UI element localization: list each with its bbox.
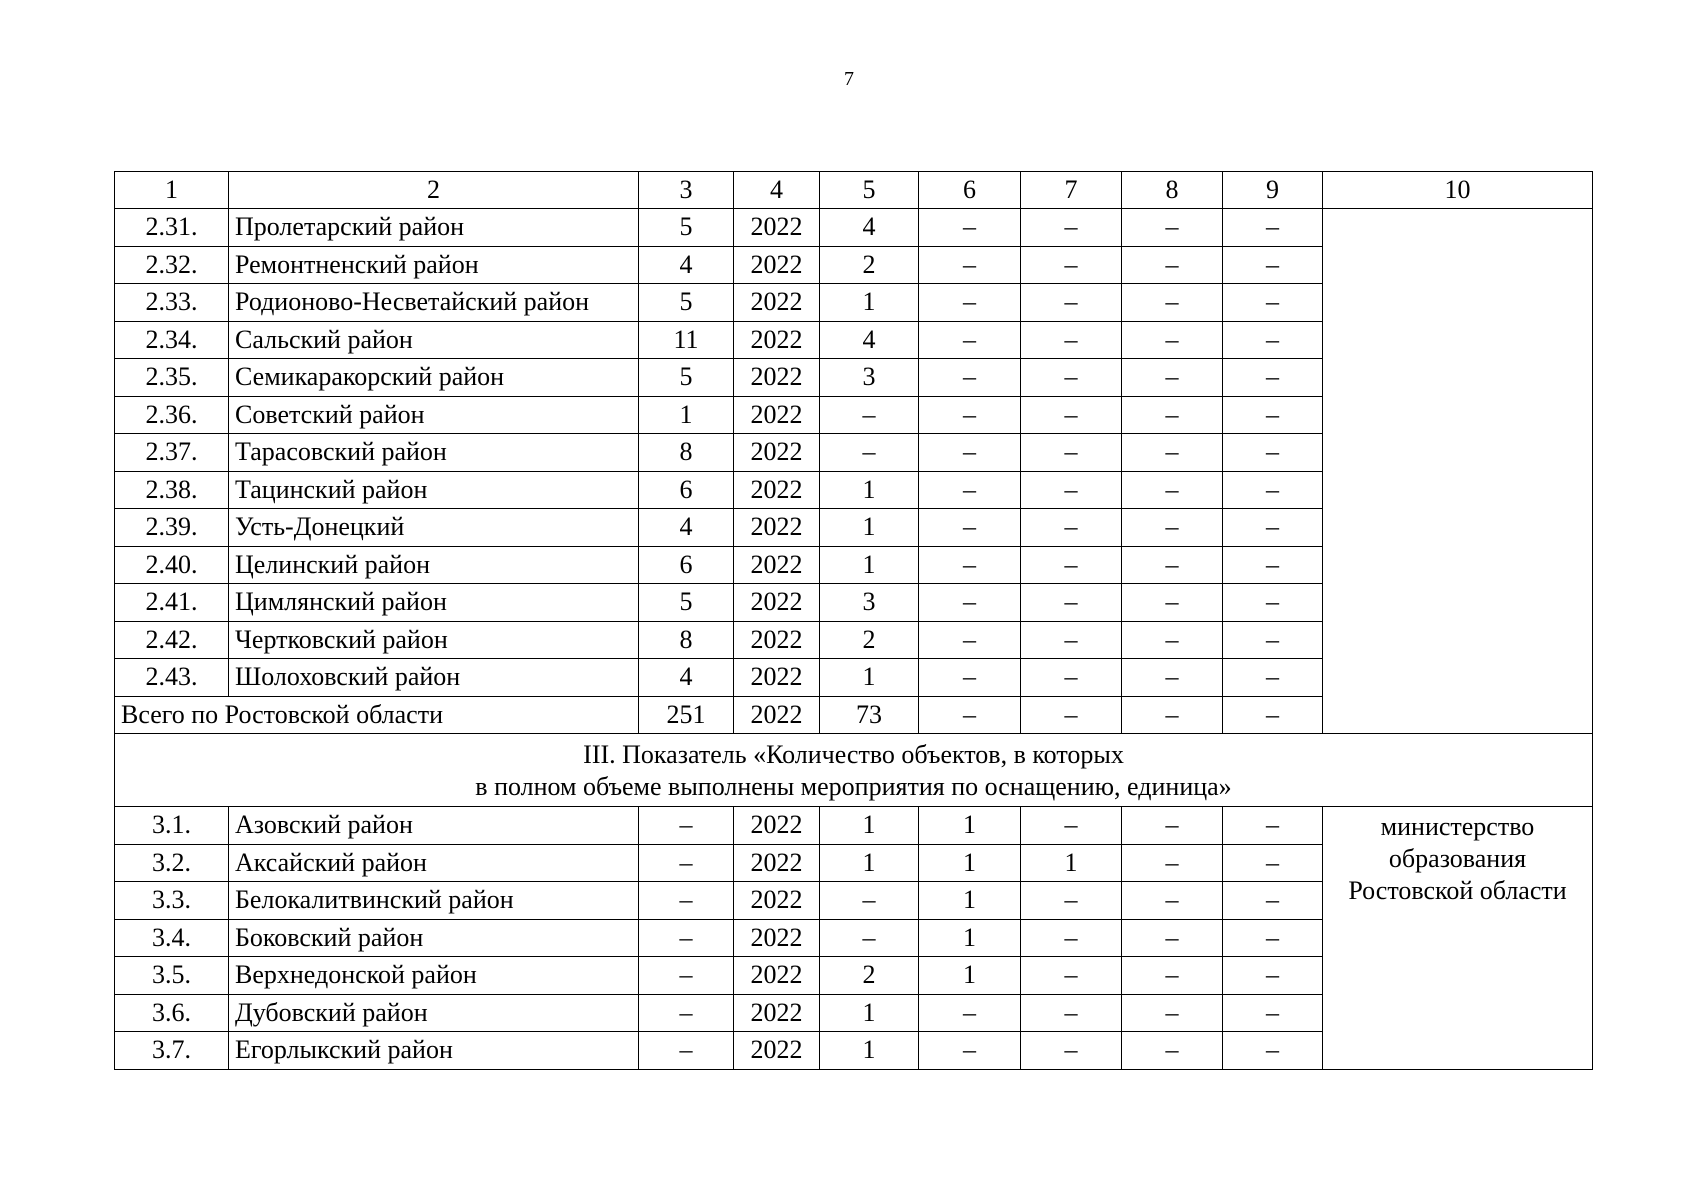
row-number: 2.35. xyxy=(115,359,229,397)
value-col9: – xyxy=(1223,659,1323,697)
value-col5: 3 xyxy=(820,584,919,622)
value-col6: 1 xyxy=(919,844,1021,882)
value-col3: – xyxy=(639,994,734,1032)
district-name: Дубовский район xyxy=(229,994,639,1032)
row-number: 3.2. xyxy=(115,844,229,882)
value-col7: – xyxy=(1021,994,1122,1032)
header-row xyxy=(115,172,1593,209)
row-number: 3.6. xyxy=(115,994,229,1032)
value-col5: – xyxy=(820,882,919,920)
value-col3: 8 xyxy=(639,621,734,659)
value-col9: – xyxy=(1223,919,1323,957)
value-col6: – xyxy=(919,321,1021,359)
district-name: Боковский район xyxy=(229,919,639,957)
value-col3: 11 xyxy=(639,321,734,359)
row-number: 3.7. xyxy=(115,1032,229,1070)
value-col7: – xyxy=(1021,882,1122,920)
row-number: 3.4. xyxy=(115,919,229,957)
value-col5: 3 xyxy=(820,359,919,397)
value-col6: – xyxy=(919,471,1021,509)
value-col9: – xyxy=(1223,246,1323,284)
row-number: 2.39. xyxy=(115,509,229,547)
column-number-header: 4 xyxy=(734,172,820,209)
year: 2022 xyxy=(734,844,820,882)
column-number-header: 7 xyxy=(1021,172,1122,209)
value-col3: 4 xyxy=(639,246,734,284)
year: 2022 xyxy=(734,957,820,995)
value-col9: – xyxy=(1223,994,1323,1032)
value-col7: – xyxy=(1021,807,1122,845)
value-col6: – xyxy=(919,396,1021,434)
district-name: Усть-Донецкий xyxy=(229,509,639,547)
value-col7: – xyxy=(1021,471,1122,509)
district-name: Егорлыкский район xyxy=(229,1032,639,1070)
value-col9: – xyxy=(1223,844,1323,882)
value-col3: – xyxy=(639,957,734,995)
value-col7: – xyxy=(1021,284,1122,322)
value-col8: – xyxy=(1122,471,1223,509)
value-col6: 1 xyxy=(919,957,1021,995)
value-col3: 6 xyxy=(639,471,734,509)
district-name: Аксайский район xyxy=(229,844,639,882)
value-col7: – xyxy=(1021,659,1122,697)
value-col6: – xyxy=(919,994,1021,1032)
total-label: Всего по Ростовской области xyxy=(115,696,639,734)
row-number: 2.42. xyxy=(115,621,229,659)
year: 2022 xyxy=(734,209,820,247)
value-col8: – xyxy=(1122,546,1223,584)
value-col9: – xyxy=(1223,584,1323,622)
value-col8: – xyxy=(1122,1032,1223,1070)
value-col6: – xyxy=(919,284,1021,322)
value-col9: – xyxy=(1223,1032,1323,1070)
value-col9: – xyxy=(1223,546,1323,584)
value-col7: – xyxy=(1021,919,1122,957)
value-col9: – xyxy=(1223,209,1323,247)
table-row xyxy=(115,807,1593,845)
value-col6: – xyxy=(919,584,1021,622)
value-col6: – xyxy=(919,546,1021,584)
value-col8: – xyxy=(1122,584,1223,622)
responsible-authority: министерство образования Ростовской области xyxy=(1323,807,1593,1070)
value-col6: – xyxy=(919,434,1021,472)
column-number-header: 10 xyxy=(1323,172,1593,209)
value-col9: – xyxy=(1223,396,1323,434)
value-col7: – xyxy=(1021,396,1122,434)
value-col5: 1 xyxy=(820,1032,919,1070)
district-name: Семикаракорский район xyxy=(229,359,639,397)
year: 2022 xyxy=(734,584,820,622)
column-number-header: 6 xyxy=(919,172,1021,209)
indicator-table xyxy=(114,171,1593,1070)
row-number: 2.36. xyxy=(115,396,229,434)
district-name: Целинский район xyxy=(229,546,639,584)
page-number: 7 xyxy=(844,68,854,90)
district-name: Шолоховский район xyxy=(229,659,639,697)
district-name: Пролетарский район xyxy=(229,209,639,247)
value-col3: 8 xyxy=(639,434,734,472)
column-number-header: 5 xyxy=(820,172,919,209)
value-col7: – xyxy=(1021,546,1122,584)
row-number: 2.41. xyxy=(115,584,229,622)
value-col5: 1 xyxy=(820,471,919,509)
district-name: Азовский район xyxy=(229,807,639,845)
value-col9: – xyxy=(1223,957,1323,995)
section-heading-row xyxy=(115,734,1593,807)
value-col9: – xyxy=(1223,882,1323,920)
value-col5: – xyxy=(820,396,919,434)
value-col7: – xyxy=(1021,1032,1122,1070)
value-col9: – xyxy=(1223,321,1323,359)
total-year: 2022 xyxy=(734,696,820,734)
value-col5: 1 xyxy=(820,994,919,1032)
value-col8: – xyxy=(1122,284,1223,322)
district-name: Родионово-Несветайский район xyxy=(229,284,639,322)
value-col8: – xyxy=(1122,994,1223,1032)
value-col7: – xyxy=(1021,957,1122,995)
district-name: Сальский район xyxy=(229,321,639,359)
value-col6: – xyxy=(919,621,1021,659)
section-title-line1: III. Показатель «Количество объектов, в которых xyxy=(583,740,1124,769)
value-col3: 6 xyxy=(639,546,734,584)
year: 2022 xyxy=(734,396,820,434)
value-col8: – xyxy=(1122,807,1223,845)
value-col3: 4 xyxy=(639,509,734,547)
district-name: Советский район xyxy=(229,396,639,434)
value-col8: – xyxy=(1122,359,1223,397)
year: 2022 xyxy=(734,434,820,472)
district-name: Верхнедонской район xyxy=(229,957,639,995)
value-col8: – xyxy=(1122,396,1223,434)
value-col3: – xyxy=(639,844,734,882)
value-col6: – xyxy=(919,509,1021,547)
value-col6: – xyxy=(919,246,1021,284)
value-col6: – xyxy=(919,359,1021,397)
value-col5: – xyxy=(820,919,919,957)
value-col5: 1 xyxy=(820,509,919,547)
year: 2022 xyxy=(734,882,820,920)
row-number: 2.33. xyxy=(115,284,229,322)
value-col8: – xyxy=(1122,321,1223,359)
total-col6: – xyxy=(919,696,1021,734)
value-col5: 4 xyxy=(820,321,919,359)
value-col8: – xyxy=(1122,621,1223,659)
value-col5: 4 xyxy=(820,209,919,247)
row-number: 2.32. xyxy=(115,246,229,284)
value-col3: – xyxy=(639,882,734,920)
value-col3: 5 xyxy=(639,359,734,397)
value-col5: 2 xyxy=(820,621,919,659)
row-number: 2.37. xyxy=(115,434,229,472)
value-col9: – xyxy=(1223,471,1323,509)
value-col5: – xyxy=(820,434,919,472)
district-name: Чертковский район xyxy=(229,621,639,659)
total-col7: – xyxy=(1021,696,1122,734)
total-col9: – xyxy=(1223,696,1323,734)
value-col3: 1 xyxy=(639,396,734,434)
value-col8: – xyxy=(1122,844,1223,882)
year: 2022 xyxy=(734,546,820,584)
value-col5: 1 xyxy=(820,546,919,584)
total-col5: 73 xyxy=(820,696,919,734)
value-col8: – xyxy=(1122,882,1223,920)
year: 2022 xyxy=(734,246,820,284)
value-col7: 1 xyxy=(1021,844,1122,882)
value-col5: 1 xyxy=(820,284,919,322)
row-number: 3.3. xyxy=(115,882,229,920)
value-col9: – xyxy=(1223,359,1323,397)
value-col9: – xyxy=(1223,807,1323,845)
table-row xyxy=(115,209,1593,247)
value-col3: – xyxy=(639,807,734,845)
row-number: 2.38. xyxy=(115,471,229,509)
value-col6: – xyxy=(919,209,1021,247)
row-number: 3.1. xyxy=(115,807,229,845)
year: 2022 xyxy=(734,807,820,845)
year: 2022 xyxy=(734,359,820,397)
value-col8: – xyxy=(1122,919,1223,957)
value-col8: – xyxy=(1122,957,1223,995)
value-col6: – xyxy=(919,659,1021,697)
total-col8: – xyxy=(1122,696,1223,734)
value-col7: – xyxy=(1021,509,1122,547)
value-col9: – xyxy=(1223,284,1323,322)
responsible-cell-empty xyxy=(1323,209,1593,734)
value-col8: – xyxy=(1122,509,1223,547)
district-name: Ремонтненский район xyxy=(229,246,639,284)
year: 2022 xyxy=(734,509,820,547)
value-col6: 1 xyxy=(919,919,1021,957)
value-col5: 1 xyxy=(820,844,919,882)
row-number: 2.40. xyxy=(115,546,229,584)
district-name: Белокалитвинский район xyxy=(229,882,639,920)
year: 2022 xyxy=(734,321,820,359)
district-name: Тацинский район xyxy=(229,471,639,509)
year: 2022 xyxy=(734,284,820,322)
column-number-header: 3 xyxy=(639,172,734,209)
section-title xyxy=(115,734,1593,807)
value-col9: – xyxy=(1223,621,1323,659)
value-col3: – xyxy=(639,919,734,957)
value-col8: – xyxy=(1122,209,1223,247)
row-number: 2.43. xyxy=(115,659,229,697)
district-name: Цимлянский район xyxy=(229,584,639,622)
value-col3: 5 xyxy=(639,209,734,247)
total-col3: 251 xyxy=(639,696,734,734)
value-col9: – xyxy=(1223,434,1323,472)
column-number-header: 8 xyxy=(1122,172,1223,209)
section-title-line2: в полном объеме выполнены мероприятия по оснащению, единица» xyxy=(475,772,1232,801)
year: 2022 xyxy=(734,994,820,1032)
value-col8: – xyxy=(1122,434,1223,472)
table-body xyxy=(115,172,1593,1070)
value-col3: 5 xyxy=(639,584,734,622)
value-col3: 5 xyxy=(639,284,734,322)
year: 2022 xyxy=(734,621,820,659)
value-col3: 4 xyxy=(639,659,734,697)
value-col8: – xyxy=(1122,246,1223,284)
value-col6: 1 xyxy=(919,807,1021,845)
year: 2022 xyxy=(734,919,820,957)
column-number-header: 9 xyxy=(1223,172,1323,209)
value-col3: – xyxy=(639,1032,734,1070)
value-col7: – xyxy=(1021,321,1122,359)
value-col7: – xyxy=(1021,621,1122,659)
row-number: 3.5. xyxy=(115,957,229,995)
value-col6: 1 xyxy=(919,882,1021,920)
year: 2022 xyxy=(734,1032,820,1070)
column-number-header: 2 xyxy=(229,172,639,209)
year: 2022 xyxy=(734,659,820,697)
value-col8: – xyxy=(1122,659,1223,697)
row-number: 2.31. xyxy=(115,209,229,247)
value-col5: 1 xyxy=(820,807,919,845)
row-number: 2.34. xyxy=(115,321,229,359)
value-col7: – xyxy=(1021,209,1122,247)
value-col5: 2 xyxy=(820,957,919,995)
value-col7: – xyxy=(1021,434,1122,472)
year: 2022 xyxy=(734,471,820,509)
value-col7: – xyxy=(1021,246,1122,284)
value-col7: – xyxy=(1021,584,1122,622)
value-col5: 2 xyxy=(820,246,919,284)
district-name: Тарасовский район xyxy=(229,434,639,472)
value-col6: – xyxy=(919,1032,1021,1070)
column-number-header: 1 xyxy=(115,172,229,209)
value-col9: – xyxy=(1223,509,1323,547)
value-col7: – xyxy=(1021,359,1122,397)
value-col5: 1 xyxy=(820,659,919,697)
